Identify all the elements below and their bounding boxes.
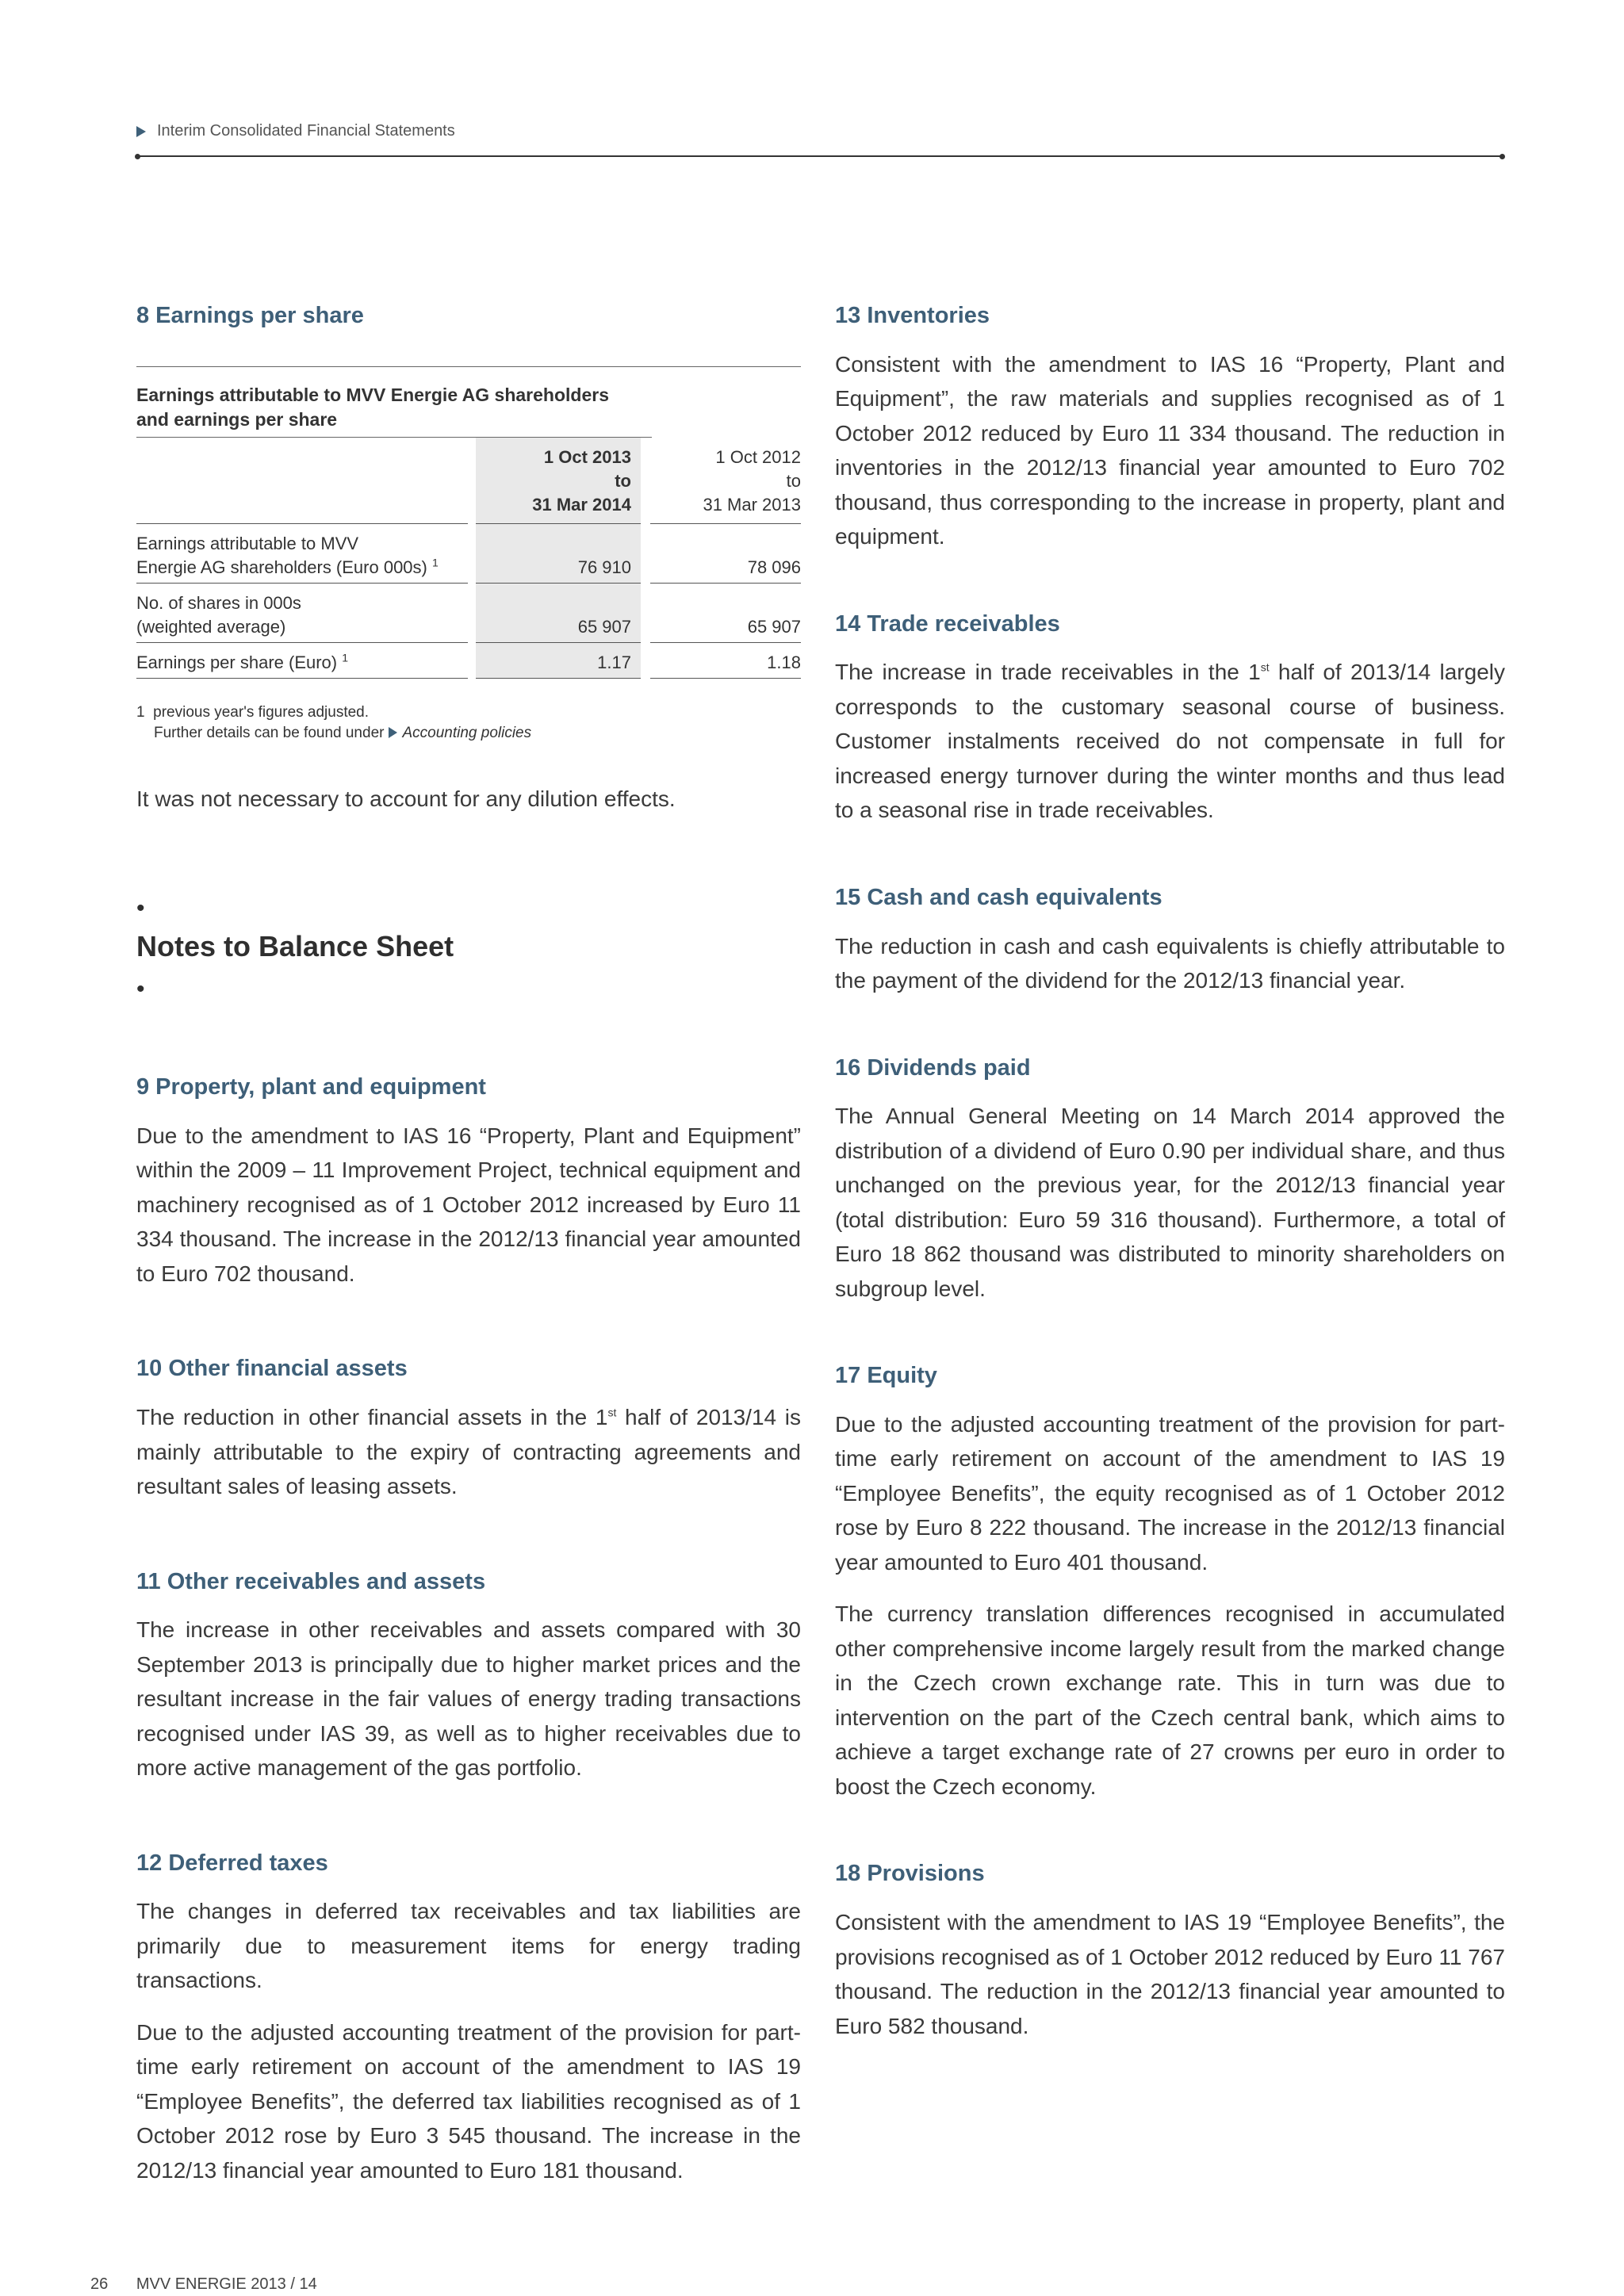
header-prior-period [650,438,801,523]
ordinal-suffix: st [607,1406,617,1419]
table-footnote [136,702,801,744]
text-part-a: The reduction in other financial assets in the 1 [136,1405,608,1430]
other-receivables-text: The increase in other receivables and assets compared with 30 September 2013 is principally due to higher market prices and the resultant increase in the fair values of energy trading transactions recognised under IAS 39, as well as to higher receivables due to more active management of the gas portfolio. [136,1617,801,1781]
inventories-text: Consistent with the amendment to IAS 16 “Property, Plant and Equipment”, the raw materials and supplies recognised as of 1 October 2012 reduced by Euro 11 334 thousand. The reduction in inventories in the 2012/13 financial year amounted to Euro 702 thousand, thus corresponding to the increase in property, plant and equipment. [835,351,1505,549]
publication-name: MVV ENERGIE 2013 / 14 [136,2275,317,2293]
text-part-b: half of 2013/14 is mainly attributable to the expiry of contracting agreements and resultant sales of leasing assets. [136,1405,801,1499]
row-label [136,643,468,678]
page-number: 26 [90,2275,109,2293]
header-empty-cell [136,438,468,523]
row-label-text: Earnings per share (Euro) [136,652,338,672]
header-current-period [476,438,641,523]
bullet-top: • [136,895,145,922]
row-label [136,584,468,642]
table-row [136,524,801,583]
equity-text-1: Due to the adjusted accounting treatment of the provision for part-time early retirement on account of the amendment to IAS 19 “Employee Benefits”, the equity recognised as of 1 October 2012 rose by Euro 8 222 thousand. The increase in the 2012/13 financial year amounted to Euro 401 thousand. [835,1411,1505,1575]
earnings-table [136,366,801,744]
header-title: Interim Consolidated Financial Statements [157,122,455,140]
row-label-line2: (weighted average) [136,616,286,637]
header-rule [136,155,1503,157]
trade-receivables-text [835,655,1505,828]
header-current-to: to [615,470,631,491]
footnote-number: 1 [136,703,145,721]
row-value-prior: 65 907 [747,616,801,637]
text-part-b: half of 2013/14 largely corresponds to the customary seasonal course of business. Customer instalments received do not compensate in full for increased energy turnover during the winter months and thus lead to a seasonal rise in trade receivables. [835,660,1505,823]
left-column [136,301,801,2187]
equity-text-2: The currency translation differences recognised in accumulated other comprehensive income largely result from the marked change in the Czech crown exchange rate. This in turn was due to intervention on the part of the Czech central bank, which aims to achieve a target exchange rate of 27 crowns per euro in order to boost the Czech economy. [835,1601,1505,1799]
row-value-prior: 1.18 [767,652,801,672]
other-financial-assets-text [136,1400,801,1504]
rule-dot-right [1500,154,1505,159]
notes-section-block [136,897,801,1001]
footnote-ref: 1 [432,556,439,569]
row-label-line [136,651,468,675]
heading-provisions: 18 Provisions [835,1861,985,1887]
row-value-current: 76 910 [476,524,641,583]
header-prior-from: 1 Oct 2012 [715,446,801,467]
table-row [136,584,801,642]
page-footer [90,2275,317,2294]
table-header-row [136,438,801,523]
heading-earnings-per-share: 8 Earnings per share [136,303,364,328]
row-value-prior: 78 096 [747,557,801,577]
row-label-line1: No. of shares in 000s [136,592,301,613]
header-current-from: 1 Oct 2013 [543,446,631,467]
heading-other-receivables: 11 Other receivables and assets [136,1568,486,1594]
table-title-line1: Earnings attributable to MVV Energie AG shareholders [136,384,609,405]
heading-inventories: 13 Inventories [835,303,990,328]
row-value-current: 1.17 [476,643,641,678]
table-title-line2: and earnings per share [136,408,338,430]
deferred-taxes-text-2: Due to the adjusted accounting treatment of the provision for part-time early retirement on account of the amendment to IAS 19 “Employee Benefits”, the deferred tax liabilities recognised as of 1 October 2012 rose by Euro 3 545 thousand. The increase in the 2012/13 financial year amounted to Euro 181 thousand. [136,2019,801,2183]
header-prior-to: to [786,470,801,491]
heading-cash-equivalents: 15 Cash and cash equivalents [835,884,1162,910]
heading-other-financial-assets: 10 Other financial assets [136,1356,408,1382]
row-label-line1: Earnings attributable to MVV [136,533,359,553]
dilution-text: It was not necessary to account for any dilution effects. [136,786,676,811]
row-label-line2 [136,556,468,580]
provisions-text: Consistent with the amendment to IAS 19 “Employee Benefits”, the provisions recognised as of 1 October 2012 reduced by Euro 11 767 thousand. The reduction in the 2012/13 financial year amounted to Euro 582 thousand. [835,1910,1505,2038]
deferred-taxes-text-1: The changes in deferred tax receivables and tax liabilities are primarily due to measurement items for energy trading transactions. [136,1899,801,1993]
triangle-right-icon [389,727,397,738]
page-header [136,122,1503,140]
bullet-bottom: • [136,976,145,1003]
ordinal-suffix: st [1260,661,1270,675]
rule-dot-left [135,154,140,159]
heading-dividends-paid: 16 Dividends paid [835,1054,1031,1081]
heading-trade-receivables: 14 Trade receivables [835,610,1060,637]
table-title [136,367,652,438]
cash-equivalents-text: The reduction in cash and cash equivalents is chiefly attributable to the payment of the dividend for the 2012/13 financial year. [835,933,1505,993]
table-rule [136,678,801,679]
notes-section-title: Notes to Balance Sheet [136,930,454,963]
header-breadcrumb[interactable] [136,122,1503,140]
footnote-line2 [136,723,801,744]
footnote-ref: 1 [342,651,349,664]
heading-equity: 17 Equity [835,1363,937,1389]
heading-deferred-taxes: 12 Deferred taxes [136,1850,328,1876]
heading-property-plant: 9 Property, plant and equipment [136,1074,486,1100]
property-plant-text: Due to the amendment to IAS 16 “Property, Plant and Equipment” within the 2009 – 11 Improvement Project, technical equipment and machinery recognised as of 1 October 2012 increased by Euro 11 334 thousand. The increase in the 2012/13 financial year amounted to Euro 702 thousand. [136,1123,801,1286]
row-label [136,524,468,583]
accounting-policies-link[interactable]: Accounting policies [402,724,532,741]
right-column [835,301,1505,2043]
header-prior-end: 31 Mar 2013 [703,494,801,515]
footnote-line1 [136,702,801,723]
footnote-text: previous year's figures adjusted. [153,703,370,721]
triangle-right-icon [136,126,146,137]
row-label-text: Energie AG shareholders (Euro 000s) [136,557,427,577]
row-value-current: 65 907 [476,584,641,642]
table-row [136,643,801,678]
header-current-end: 31 Mar 2014 [532,494,631,515]
dividends-paid-text: The Annual General Meeting on 14 March 2014 approved the distribution of a dividend of Euro 0.90 per individual share, and thus unchanged on the previous year, for the 2012/13 financial year (total distribution: Euro 59 316 thousand). Furthermore, a total of Euro 18 862 thousand was distributed to minority shareholders on subgroup level. [835,1104,1505,1301]
footnote-text-2: Further details can be found under [154,724,385,741]
text-part-a: The increase in trade receivables in the 1 [835,660,1261,685]
